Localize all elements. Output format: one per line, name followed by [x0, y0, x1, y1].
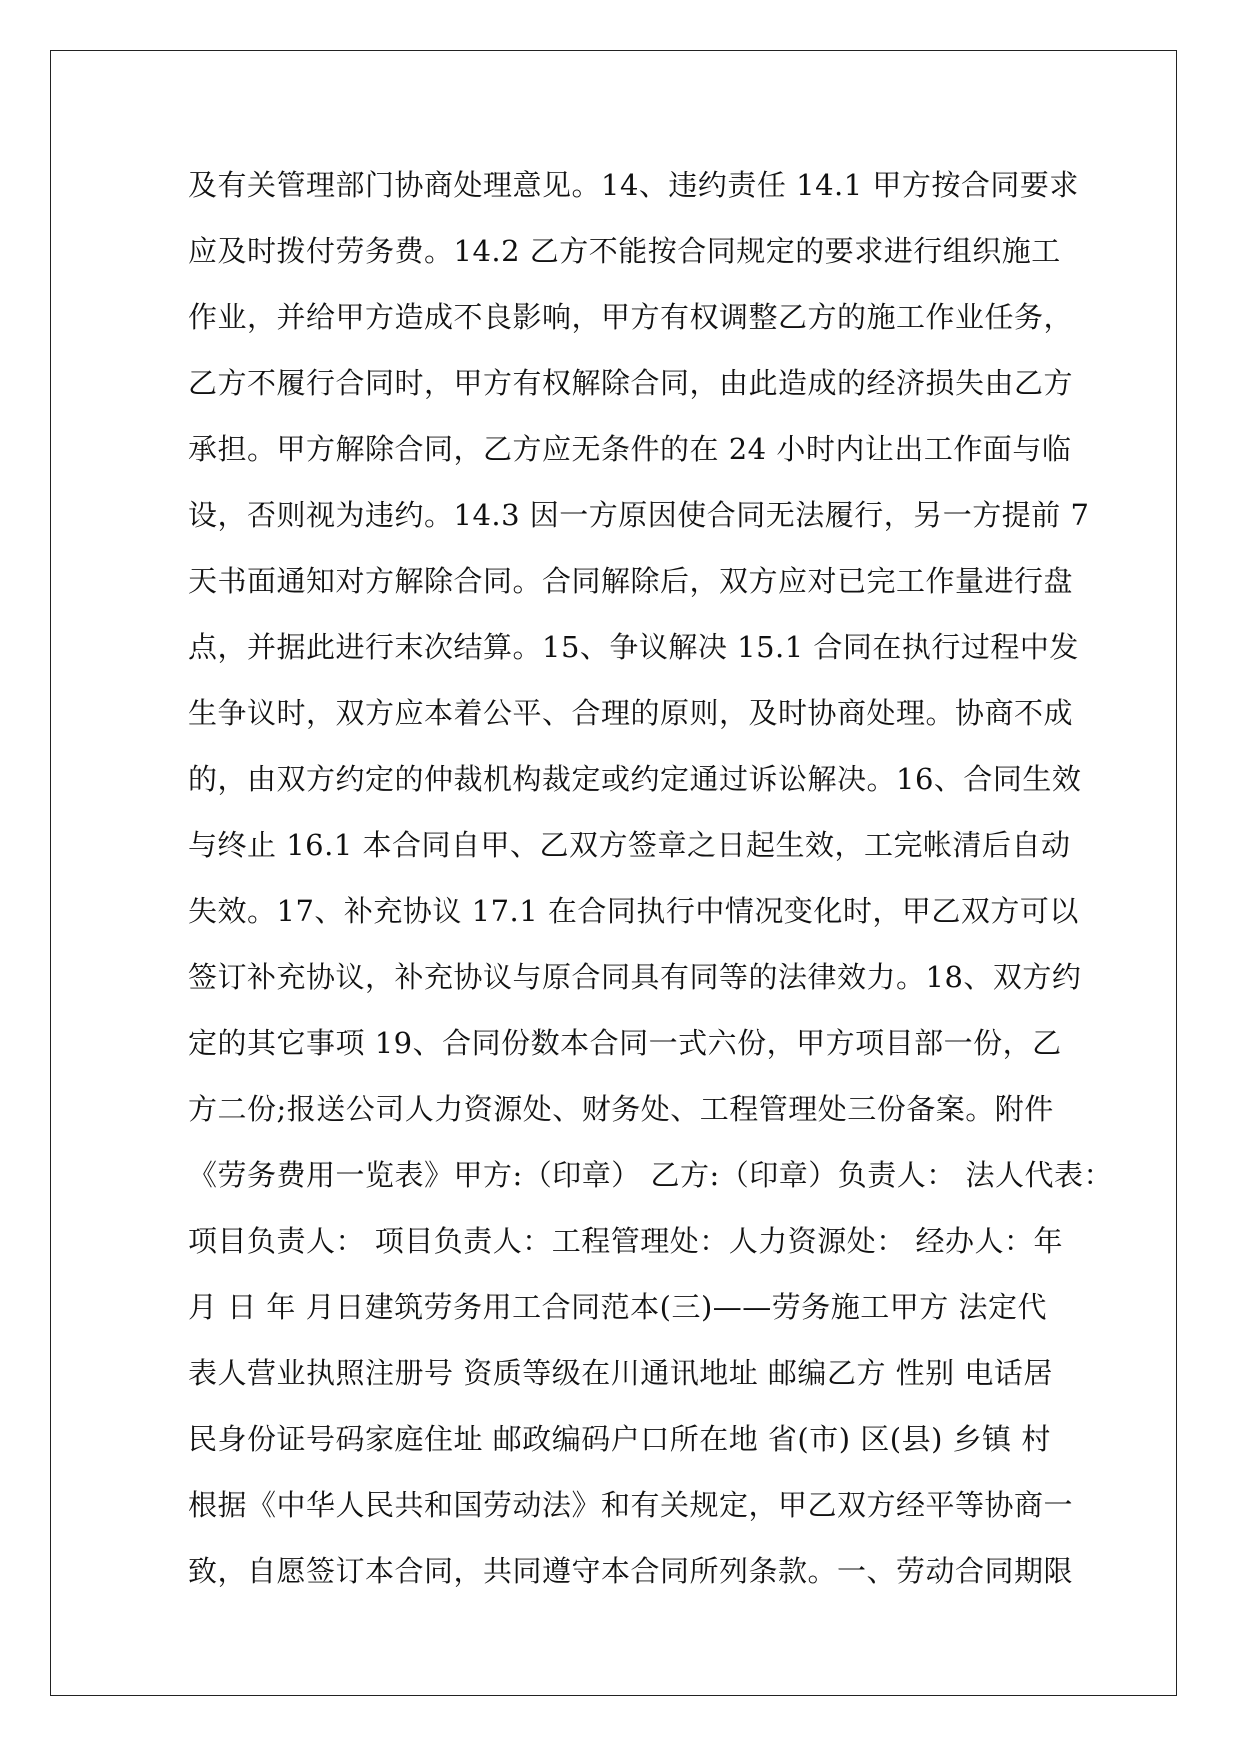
text-line: 定的其它事项 19、合同份数本合同一式六份，甲方项目部一份，乙 — [188, 1026, 1062, 1060]
text-line: 作业，并给甲方造成不良影响，甲方有权调整乙方的施工作业任务， — [188, 300, 1074, 334]
text-line: 点，并据此进行末次结算。15、争议解决 15.1 合同在执行过程中发 — [188, 630, 1079, 664]
text-line: 失效。17、补充协议 17.1 在合同执行中情况变化时，甲乙双方可以 — [188, 894, 1079, 928]
text-line: 设，否则视为违约。14.3 因一方原因使合同无法履行，另一方提前 7 — [188, 498, 1090, 532]
text-line: 表人营业执照注册号 资质等级在川通讯地址 邮编乙方 性别 电话居 — [188, 1356, 1053, 1390]
text-line: 《劳务费用一览表》甲方:（印章） 乙方:（印章）负责人： 法人代表： — [188, 1158, 1113, 1192]
text-line: 项目负责人： 项目负责人：工程管理处：人力资源处： 经办人：年 — [188, 1224, 1063, 1258]
text-line: 方二份;报送公司人力资源处、财务处、工程管理处三份备案。附件 — [188, 1092, 1054, 1126]
text-line: 与终止 16.1 本合同自甲、乙双方签章之日起生效，工完帐清后自动 — [188, 828, 1071, 862]
text-line: 的，由双方约定的仲裁机构裁定或约定通过诉讼解决。16、合同生效 — [188, 762, 1082, 796]
text-line: 致，自愿签订本合同，共同遵守本合同所列条款。一、劳动合同期限 — [188, 1554, 1074, 1588]
document-body — [188, 152, 1113, 1604]
text-line: 天书面通知对方解除合同。合同解除后，双方应对已完工作量进行盘 — [188, 564, 1074, 598]
text-line: 根据《中华人民共和国劳动法》和有关规定，甲乙双方经平等协商一 — [188, 1488, 1074, 1522]
text-line: 应及时拨付劳务费。14.2 乙方不能按合同规定的要求进行组织施工 — [188, 234, 1061, 268]
text-line: 生争议时，双方应本着公平、合理的原则，及时协商处理。协商不成 — [188, 696, 1074, 730]
text-line: 及有关管理部门协商处理意见。14、违约责任 14.1 甲方按合同要求 — [188, 168, 1079, 202]
text-line: 承担。甲方解除合同，乙方应无条件的在 24 小时内让出工作面与临 — [188, 432, 1072, 466]
text-line: 民身份证号码家庭住址 邮政编码户口所在地 省(市) 区(县) 乡镇 村 — [188, 1422, 1051, 1456]
text-line: 签订补充协议，补充协议与原合同具有同等的法律效力。18、双方约 — [188, 960, 1082, 994]
text-line: 乙方不履行合同时，甲方有权解除合同，由此造成的经济损失由乙方 — [188, 366, 1074, 400]
text-line: 月 日 年 月日建筑劳务用工合同范本(三)——劳务施工甲方 法定代 — [188, 1290, 1048, 1324]
